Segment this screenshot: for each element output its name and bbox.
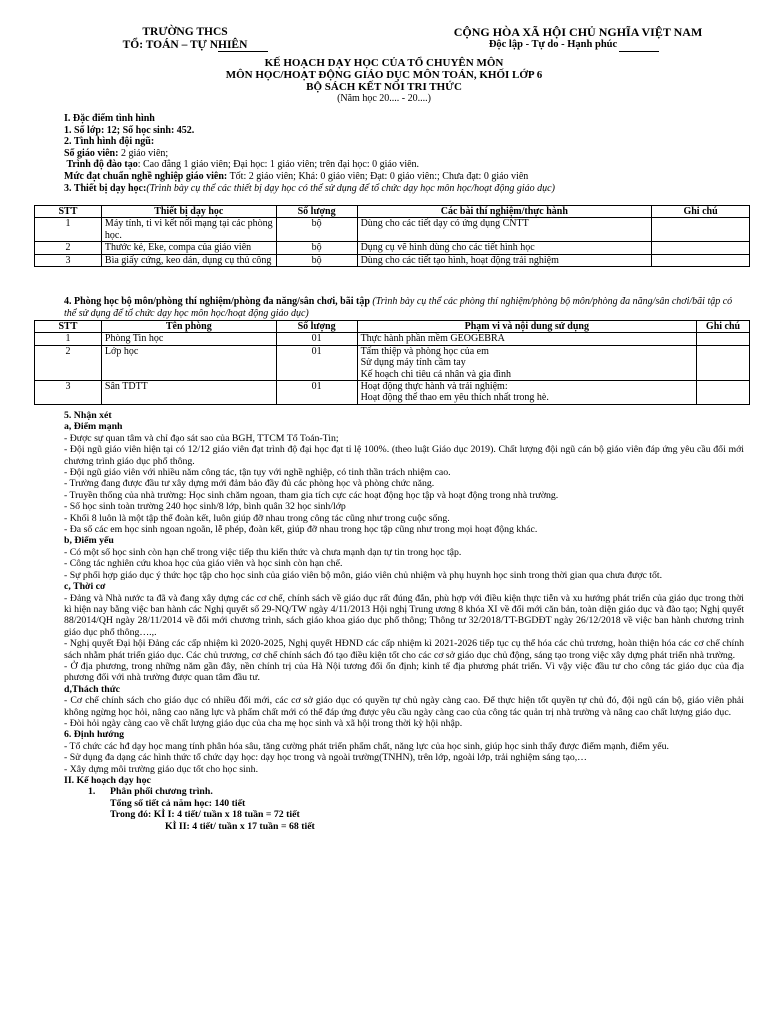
cell-stt: 2 — [35, 345, 102, 380]
challenges-heading: d,Thách thức — [64, 683, 120, 695]
col-quantity: Số lượng — [276, 206, 357, 218]
list-item: - Đội ngũ giáo viên với nhiều năm công tác, tận tụy với nghề nghiệp, có tinh thần trách nhiệm cao. — [64, 467, 451, 479]
list-item: - Số học sinh toàn trường 240 học sinh/8 lớp, bình quân 32 học sinh/lớp — [64, 501, 346, 513]
section-1 — [64, 113, 744, 194]
doc-title-line1: KẾ HOẠCH DẠY HỌC CỦA TỔ CHUYÊN MÔN — [264, 57, 504, 69]
school-year: (Năm học 20.... - 20....) — [337, 93, 431, 104]
total-periods: Tổng số tiết cả năm học: 140 tiết — [110, 797, 246, 809]
nation-heading: CỘNG HÒA XÃ HỘI CHỦ NGHĨA VIỆT NAM — [453, 25, 703, 39]
cell-experiments: Dùng cho các tiết dạy có ứng dụng CNTT — [357, 218, 652, 242]
cell-notes — [697, 333, 750, 345]
staff-heading: 2. Tình hình đội ngũ: — [64, 136, 155, 148]
teacher-count-value: 2 giáo viên; — [118, 147, 169, 159]
cell-notes — [652, 218, 750, 242]
cell-notes — [652, 242, 750, 254]
table-row — [35, 218, 750, 242]
standard-level — [64, 171, 744, 183]
curriculum-item-title: Phân phối chương trình. — [110, 786, 213, 798]
col-stt: STT — [35, 206, 102, 218]
class-count: 1. Số lớp: 12; Số học sinh: 452. — [64, 124, 195, 136]
teacher-count-label: Số giáo viên: — [64, 147, 119, 159]
col-experiments: Các bài thí nghiệm/thực hành — [357, 206, 652, 218]
training-value: : Cao đẳng 1 giáo viên; Đại học: 1 giáo viên; trên đại học: 0 giáo viên. — [137, 159, 420, 171]
rooms-table — [34, 320, 750, 405]
list-item: - Cơ chế chính sách cho giáo dục có nhiều đổi mới, các cơ sở giáo dục có quyền tự chủ ngày càng cao. Để thực hiện tốt quyền tự chủ đó, đội ngũ cán bộ, giáo viên phải không ngừng học hỏi, nâng cao năng lực và phẩm chất mới có thể đáp ứng được yêu cầu ngày càng cao của công tác quản trị nhà trường và nâng cao chất lượng giáo dục. — [64, 695, 744, 718]
list-item: - Được sự quan tâm và chỉ đạo sát sao của BGH, TTCM Tổ Toán-Tin; — [64, 432, 339, 444]
list-item: - Sự phối hợp giáo dục ý thức học tập cho học sinh của giáo viên bộ môn, giáo viên chủ nhiệm và phụ huynh học sinh trong thời gian qua chưa được tốt. — [64, 569, 663, 581]
cell-scope: Thực hành phần mềm GEOGEBRA — [357, 333, 696, 345]
list-item: - Truyền thống của nhà trường: Học sinh chăm ngoan, tham gia tích cực các hoạt động học tập và hoạt động trong nhà trường. — [64, 489, 559, 501]
col-notes: Ghi chú — [697, 321, 750, 333]
col-equipment: Thiết bị dạy học — [101, 206, 276, 218]
training-label: Trình độ đào tạo — [66, 159, 138, 171]
rooms-note: (Trình bày cụ thể các phòng thí nghiệm/phòng bộ môn/phòng đa năng/sân chơi/bãi tập có thể sử dụng để tổ chức dạy học môn học/hoạt động giáo dục) — [64, 296, 733, 319]
section-2-heading: II. Kế hoạch dạy học — [64, 775, 151, 786]
department-name: TỔ: TOÁN – TỰ NHIÊN — [122, 39, 248, 51]
cell-equipment: Máy tính, ti vi kết nối mạng tại các phòng học. — [101, 218, 276, 242]
cell-quantity: bộ — [276, 254, 357, 266]
cell-quantity: 01 — [276, 345, 357, 380]
list-item: - Ở địa phương, trong những năm gần đây, nền chính trị của Hà Nội tương đối ổn định; kinh tế địa phương phát triển. Vì vậy việc đầu tư cho công tác giáo dục của địa phương đối với nhà trường được quan tâm đầu tư. — [64, 660, 744, 684]
cell-room: Sân TDTT — [101, 381, 276, 405]
equipment-note: (Trình bày cụ thể các thiết bị dạy học có thể sử dụng để tổ chức dạy học môn học/hoạt động giáo dục) — [146, 182, 555, 194]
list-item: - Đảng và Nhà nước ta đã và đang xây dựng các cơ chế, chính sách về giáo dục rất đúng đắn, phù hợp với điều kiện thực tiễn và xu hướng phát triển của giáo dục trong thời kì hiện nay bằng việc ban hành các Nghị quyết số 29-NQ/TW ngày 4/11/2013 Hội nghị Trung ương 8 khóa XI về đổi mới căn bản, toàn diện giáo dục và đào tạo; Nghị quyết 88/2014/QH ngày 28/11/2014 về đổi mới chương trình, sách giáo khoa giáo dục phổ thông; Thông tư 32/2018/TT-BGDĐT ngày 26/12/2018 về việc ban hành chương trình giáo dục phổ thông….,. — [64, 592, 744, 638]
rooms-label: 4. Phòng học bộ môn/phòng thí nghiệm/phòng đa năng/sân chơi, bãi tập — [64, 296, 370, 307]
cell-stt: 1 — [35, 333, 102, 345]
col-quantity: Số lượng — [276, 321, 357, 333]
table-row — [35, 254, 750, 266]
doc-title-line2: MÔN HỌC/HOẠT ĐỘNG GIÁO DỤC MÔN TOÁN, KHỐI LỚP 6 — [225, 69, 543, 81]
nation-motto: Độc lập - Tự do - Hạnh phúc — [488, 39, 618, 50]
motto-underline — [619, 51, 659, 52]
cell-stt: 1 — [35, 218, 102, 242]
col-notes: Ghi chú — [652, 206, 750, 218]
teacher-count — [64, 148, 744, 160]
cell-equipment: Thước kẻ, Eke, compa của giáo viên — [101, 242, 276, 254]
standard-value: Tốt: 2 giáo viên; Khá: 0 giáo viên; Đạt: 0 giáo viên:; Chưa đạt: 0 giáo viên — [227, 170, 529, 182]
col-stt: STT — [35, 321, 102, 333]
equipment-label: 3. Thiết bị dạy học: — [64, 182, 147, 194]
dept-underline — [218, 51, 268, 52]
cell-notes — [697, 381, 750, 405]
term-1-periods: Trong đó: KÌ I: 4 tiết/ tuần x 18 tuần = 72 tiết — [110, 809, 300, 821]
cell-scope: Hoạt động thực hành và trải nghiệm: Hoạt động thể thao em yêu thích nhất trong hè. — [357, 381, 696, 405]
cell-experiments: Dùng cho các tiết tạo hình, hoạt động trải nghiệm — [357, 254, 652, 266]
curriculum-item — [64, 786, 744, 797]
opportunities-heading: c, Thời cơ — [64, 581, 106, 593]
term-2-periods: KÌ II: 4 tiết/ tuần x 17 tuần = 68 tiết — [165, 820, 315, 832]
cell-room: Lớp học — [101, 345, 276, 380]
school-name: TRƯỜNG THCS — [142, 26, 228, 38]
list-item: - Có một số học sinh còn hạn chế trong việc tiếp thu kiến thức và chưa mạnh dạn tự tin trong học tập. — [64, 546, 462, 558]
cell-room: Phòng Tin học — [101, 333, 276, 345]
cell-equipment: Bìa giấy cứng, keo dán, dụng cụ thủ công — [101, 254, 276, 266]
rooms-table-header — [35, 321, 750, 333]
equipment-heading — [64, 183, 744, 195]
list-item: - Đòi hỏi ngày càng cao về chất lượng giáo dục của cha mẹ học sinh và xã hội trong thời kỳ hội nhập. — [64, 717, 463, 729]
list-item: - Sử dụng đa dạng các hình thức tổ chức dạy học: dạy học trong và ngoài trường(TNHN), trên lớp, ngoài lớp, trải nghiệm sáng tạo,… — [64, 752, 587, 764]
list-item: - Đội ngũ giáo viên hiện tại có 12/12 giáo viên đạt trình độ đại học đạt tỉ lệ 100%. (theo luật Giáo dục 2019). Chất lượng đội ngũ cán bộ giáo viên đáp ứng yêu cầu đổi mới chương trình giáo dục phổ thông. — [64, 444, 744, 467]
col-room: Tên phòng — [101, 321, 276, 333]
cell-experiments: Dụng cụ vẽ hình dùng cho các tiết hình học — [357, 242, 652, 254]
equipment-table — [34, 205, 750, 267]
list-item: - Đa số các em học sinh ngoan ngoãn, lễ phép, đoàn kết, giúp đỡ nhau trong học tập cũng như trong mọi hoạt động khác. — [64, 524, 538, 536]
cell-quantity: bộ — [276, 218, 357, 242]
section-1-heading: I. Đặc điểm tình hình — [64, 113, 155, 124]
list-item: - Trường đang được đầu tư xây dựng mới đảm bảo đầy đủ các phòng học và phòng chức năng. — [64, 478, 435, 490]
cell-quantity: 01 — [276, 333, 357, 345]
list-item: - Xây dựng môi trường giáo dục tốt cho học sinh. — [64, 763, 259, 775]
table-row — [35, 345, 750, 380]
doc-title-line3: BỘ SÁCH KẾT NỐI TRI THỨC — [306, 81, 462, 93]
curriculum-item-number: 1. — [88, 786, 96, 798]
cell-stt: 2 — [35, 242, 102, 254]
list-item: - Khối 8 luôn là một tập thể đoàn kết, luôn giúp đỡ nhau trong công tác cũng như trong cuộc sống. — [64, 512, 450, 524]
section-5-heading: 5. Nhận xét — [64, 410, 112, 421]
col-scope: Phạm vi và nội dung sử dụng — [357, 321, 696, 333]
cell-quantity: 01 — [276, 381, 357, 405]
section-5 — [64, 410, 744, 832]
strengths-heading: a, Điểm mạnh — [64, 421, 123, 433]
orientation-heading: 6. Định hướng — [64, 729, 125, 741]
table-row — [35, 333, 750, 345]
equipment-table-header — [35, 206, 750, 218]
table-row — [35, 242, 750, 254]
cell-quantity: bộ — [276, 242, 357, 254]
weaknesses-heading: b, Điểm yếu — [64, 535, 114, 547]
cell-stt: 3 — [35, 254, 102, 266]
table-row — [35, 381, 750, 405]
cell-notes — [652, 254, 750, 266]
cell-notes — [697, 345, 750, 380]
rooms-heading — [64, 296, 744, 319]
training-level — [64, 159, 744, 171]
standard-label: Mức đạt chuẩn nghề nghiệp giáo viên: — [64, 170, 228, 182]
cell-stt: 3 — [35, 381, 102, 405]
list-item: - Công tác nghiên cứu khoa học của giáo viên và học sinh còn hạn chế. — [64, 558, 343, 570]
cell-scope: Tấm thiệp và phòng học của em Sử dụng máy tính cầm tay Kế hoạch chi tiêu cá nhân và gia đình — [357, 345, 696, 380]
list-item: - Nghị quyết Đại hội Đảng các cấp nhiệm kì 2020-2025, Nghị quyết HĐND các cấp nhiệm kì 2021-2026 tiếp tục cụ thể hóa các chủ trương, hoàn thiện hóa các cơ chế chính sách nhằm phát triển giáo dục. Các chủ trương, cơ chế chính sách đó tạo điều kiện tốt cho các cơ sở giáo dục chủ động, sáng tạo trong việc xây dựng phát triển nhà trường. — [64, 638, 744, 661]
list-item: - Tổ chức các hđ dạy học mang tính phân hóa sâu, tăng cường phát triển phẩm chất, năng lực của học sinh, giúp học sinh thấy được điểm mạnh, điểm yếu. — [64, 740, 669, 752]
